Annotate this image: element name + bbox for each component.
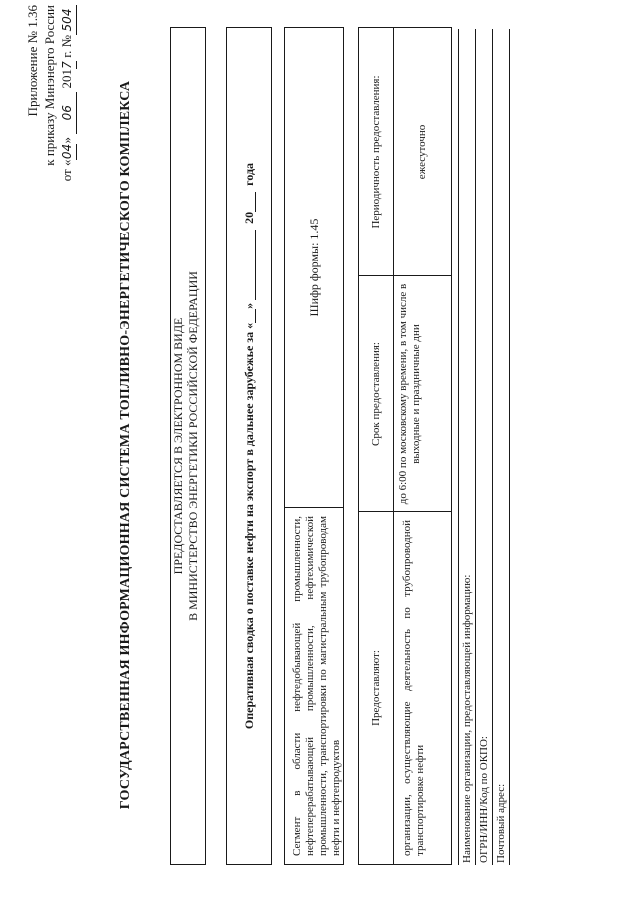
report-day-blank (243, 309, 256, 323)
header-deadline: Срок предоставления: (369, 342, 382, 446)
org-ids-field: ОГРН/ИНН/Код по ОКПО: (476, 29, 493, 865)
submission-line-1: ПРЕДОСТАВЛЯЕТСЯ В ЭЛЕКТРОННОМ ВИДЕ (171, 317, 185, 575)
order-year-digit: 7 (59, 61, 77, 69)
cell-providers: организации, осуществляющие деятельность по трубопроводной транспортировке нефти (401, 520, 426, 856)
segment-box (284, 27, 344, 865)
form-code: Шифр формы: 1.45 (306, 218, 321, 317)
order-day: 04 (59, 144, 77, 160)
report-year-suffix: года (241, 162, 256, 186)
order-prefix: от (59, 169, 74, 182)
report-year-prefix: 20 (241, 211, 256, 224)
report-quote-close: » (241, 302, 256, 309)
report-title-box (226, 27, 272, 865)
submission-info-table (358, 27, 452, 865)
submission-line-2: В МИНИСТЕРСТВО ЭНЕРГЕТИКИ РОССИЙСКОЙ ФЕДЕРАЦИИ (186, 271, 200, 621)
cell-deadline: до 6:00 по московскому времени, в том числе в выходные и праздничные дни (397, 283, 422, 505)
order-number: 504 (59, 5, 77, 35)
cell-frequency: ежесуточно (415, 124, 428, 180)
submission-box (170, 27, 206, 865)
report-year-blank (243, 192, 256, 212)
system-title: ГОСУДАРСТВЕННАЯ ИНФОРМАЦИОННАЯ СИСТЕМА ТОПЛИВНО-ЭНЕРГЕТИЧЕСКОГО КОМПЛЕКСА (118, 80, 133, 810)
org-name-field: Наименование организации, предоставляющей информацию: (458, 29, 476, 865)
header-providers: Предоставляют: (369, 650, 382, 726)
org-address-field: Почтовый адрес: (493, 29, 510, 865)
report-title: Оперативная сводка о поставке нефти на экспорт в дальнее зарубежье за « (241, 322, 256, 730)
appendix-line-2: к приказу Минэнерго России (42, 5, 57, 166)
appendix-line-1: Приложение № 1.36 (25, 5, 40, 117)
segment-description: Сегмент в области нефтедобывающей промышленности, нефтеперерабатывающей промышленности, нефтехимической промышленности, транспортировки по магистральным трубопроводам нефти и нефтепродуктов (285, 507, 343, 864)
order-year-prefix: 201 (59, 69, 74, 89)
appendix-order-line: от «04» 06 2017 г. №504 (58, 5, 77, 205)
appendix-header (24, 5, 77, 205)
header-frequency: Периодичность предоставления: (369, 75, 382, 229)
order-number-label: г. № (59, 35, 74, 58)
organization-fields (458, 29, 510, 865)
order-month: 06 (59, 92, 77, 134)
report-month-blank (243, 230, 256, 300)
